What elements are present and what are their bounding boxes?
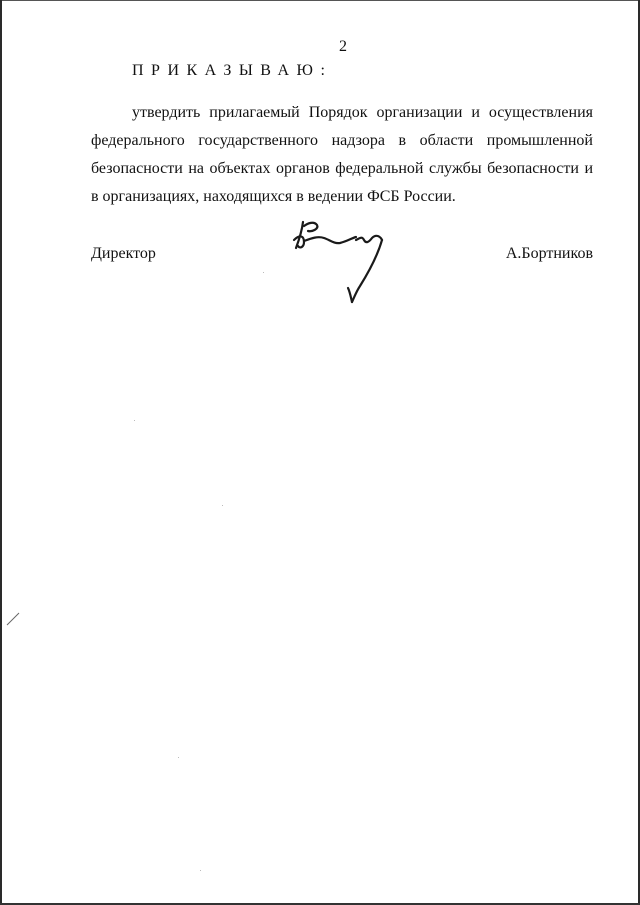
scan-speck bbox=[178, 757, 179, 758]
page-number: 2 bbox=[339, 38, 347, 55]
order-heading: ПРИКАЗЫВАЮ: bbox=[132, 62, 333, 79]
margin-pen-mark bbox=[6, 612, 20, 626]
signature-title: Директор bbox=[91, 245, 156, 262]
scan-speck bbox=[134, 420, 135, 421]
handwritten-signature bbox=[290, 218, 400, 310]
signature-name: А.Бортников bbox=[505, 245, 593, 262]
scan-border-top bbox=[0, 0, 640, 1]
scan-speck bbox=[263, 272, 264, 273]
order-body-text: утвердить прилагаемый Порядок организации и осуществления федерального государственного надзора в области промышленной безопасности на объектах органов федеральной службы безопасности и в организациях, находящихся в ведении ФСБ России. bbox=[91, 104, 593, 205]
scan-speck bbox=[200, 870, 201, 871]
scan-border-left bbox=[0, 0, 2, 905]
scan-speck bbox=[222, 505, 223, 506]
